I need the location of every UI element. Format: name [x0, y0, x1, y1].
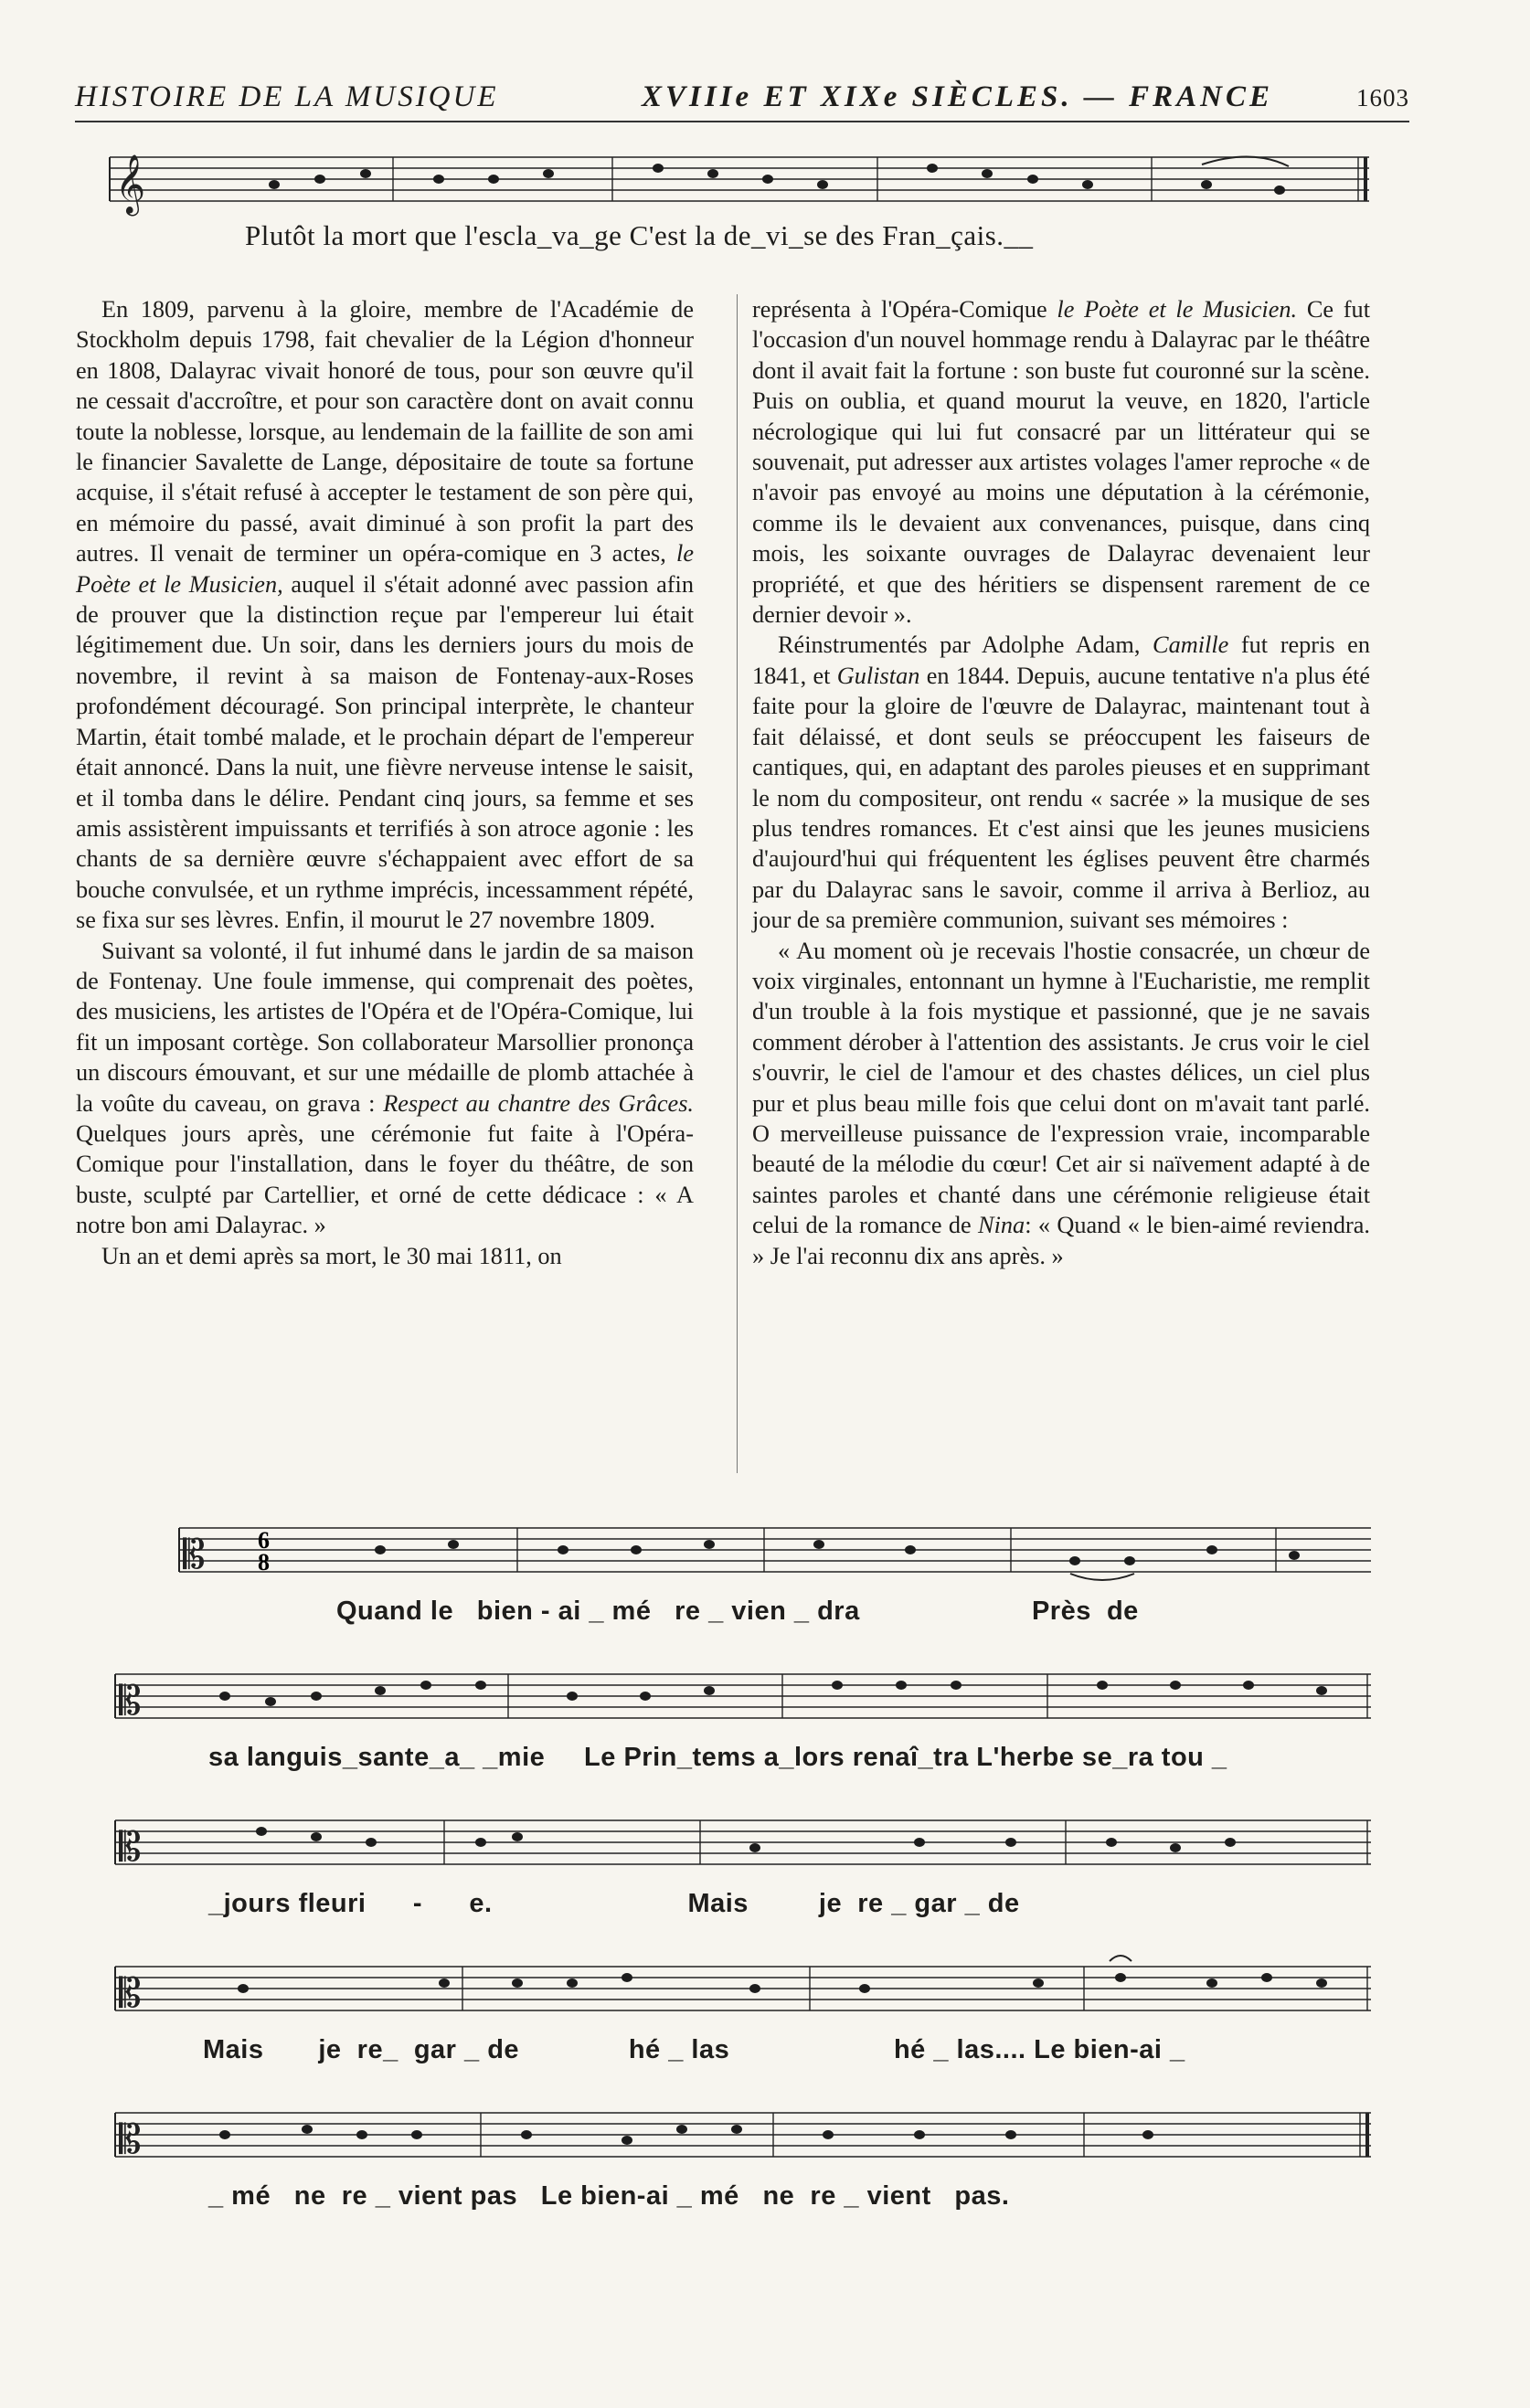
left-column — [76, 294, 694, 1271]
time-sig-bottom: 8 — [258, 1549, 270, 1575]
header-title: HISTOIRE DE LA MUSIQUE — [75, 80, 499, 113]
bottom-staff-2 — [115, 1663, 1373, 1736]
left-paragraph-3: Un an et demi après sa mort, le 30 mai 1811, on — [101, 1242, 562, 1269]
right-paragraph-3: « Au moment où je recevais l'hostie consacrée, un chœur de voix virginales, entonnant un hymne à l'Eucharistie, me remplit d'un trouble à la fois mystique et passionné, que je ne savais comment dérober à l'attention des assistants. Je crus voir le ciel s'ouvrir, le ciel de l'amour et des chastes délices, un ciel plus pur et plus beau mille fois que celui dont on m'avait tant parlé. O merveilleuse puissance de l'expression vraie, incomparable beauté de la mélodie du cœur! Cet air si naïvement adapté à de saintes paroles et chanté dans une cérémonie religieuse était celui de la romance de Nina: « Quand « le bien-aimé reviendra. » Je l'ai reconnu dix ans après. » — [752, 937, 1370, 1269]
right-paragraph-2: Réinstrumentés par Adolphe Adam, Camille fut repris en 1841, et Gulistan en 1844. Depuis, aucune tentative n'a plus été faite pour la gloire de l'œuvre de Dalayrac, maintenant tout à fait délaissé, et dont seuls se préoccupent les faiseurs de cantiques, qui, en adaptant des paroles pieuses et en supprimant le nom du compositeur, ont rendu « sacrée » la musique de ses plus tendres romances. Et c'est ainsi que les jeunes musiciens d'aujourd'hui qui fréquentent les églises peuvent être charmés par du Dalayrac sans le savoir, comme il arriva à Berlioz, au jour de sa première communion, suivant ses mémoires : — [752, 631, 1370, 934]
top-score-lyrics: Plutôt la mort que l'escla_va_ge C'est la de_vi_se des Fran_çais.__ — [245, 219, 1034, 251]
svg-text:𝄡: 𝄡 — [183, 1532, 206, 1578]
bottom-lyrics-3: _jours fleuri - e. Mais je re _ gar _ de — [208, 1889, 1020, 1918]
svg-text:𝄡: 𝄡 — [119, 1824, 142, 1871]
bottom-staff-4 — [115, 1956, 1373, 2029]
header-rule — [75, 121, 1409, 122]
bottom-lyrics-1: Quand le bien - ai _ mé re _ vien _ dra Près de — [336, 1596, 1139, 1626]
top-music-staff — [110, 146, 1371, 219]
bottom-staff-5 — [115, 2102, 1373, 2175]
header-section: XVIIIe ET XIXe SIÈCLES. — FRANCE — [642, 80, 1273, 113]
page-number: 1603 — [1356, 84, 1409, 111]
bottom-staff-1 — [179, 1517, 1373, 1590]
left-paragraph-1: En 1809, parvenu à la gloire, membre de l'Académie de Stockholm depuis 1798, fait chevalier de la Légion d'honneur en 1808, Dalayrac vivait honoré de tous, pour son œuvre qu'il ne cessait d'accroître, et pour son caractère dont on avait connu toute la noblesse, lorsque, au lendemain de la faillite de son ami le financier Savalette de Lange, dépositaire de toute sa fortune acquise, il s'était refusé à accepter le testament de son père qui, en mémoire du passé, avait diminué à son profit la part des autres. Il venait de terminer un opéra-comique en 3 actes, le Poète et le Musicien, auquel il s'était adonné avec passion afin de prouver que la distinction reçue par l'empereur lui était légitimement due. Un soir, dans les derniers jours du mois de novembre, il revint à sa maison de Fontenay-aux-Roses profondément découragé. Son principal interprète, le chanteur Martin, était tombé malade, et le prochain départ de l'empereur était annoncé. Dans la nuit, une fièvre nerveuse intense le saisit, et il tomba dans le délire. Pendant cinq jours, sa femme et ses amis assistèrent impuissants et terrifiés à son atroce agonie : les chants de sa dernière œuvre s'échappaient avec effort de sa bouche convulsée, et un rythme imprécis, incessamment répété, se fixa sur ses lèvres. Enfin, il mourut le 27 novembre 1809. — [76, 296, 694, 934]
svg-text:𝄡: 𝄡 — [119, 1970, 142, 2017]
right-column — [752, 294, 1370, 1271]
bottom-lyrics-4: Mais je re_ gar _ de hé _ las hé _ las.... Le bien-ai _ — [203, 2035, 1185, 2064]
svg-text:𝄞: 𝄞 — [115, 154, 146, 214]
bottom-lyrics-5: _ mé ne re _ vient pas Le bien-ai _ mé ne re _ vient pas. — [208, 2181, 1010, 2211]
bottom-staff-3 — [115, 1809, 1373, 1883]
svg-text:𝄡: 𝄡 — [119, 2116, 142, 2163]
column-divider — [737, 294, 738, 1473]
right-paragraph-1: représenta à l'Opéra-Comique le Poète et le Musicien. Ce fut l'occasion d'un nouvel hommage rendu à Dalayrac par le théâtre dont il avait fait la fortune : son buste fut couronné sur la scène. Puis on oublia, et quand mourut la veuve, en 1820, l'article nécrologique qui lui fut consacré par un littérateur qui se souvenait, put adresser aux artistes volages l'amer reproche « de n'avoir pas envoyé au moins une députation à la cérémonie, comme ils le devaient aux convenances, puisque, dans cinq mois, les soixante ouvrages de Dalayrac devenaient leur propriété, et que des héritiers se dispensent rarement de ce dernier devoir ». — [752, 296, 1371, 629]
svg-text:𝄡: 𝄡 — [119, 1678, 142, 1724]
time-sig-top: 6 — [258, 1527, 270, 1554]
bottom-lyrics-2: sa languis_sante_a_ _mie Le Prin_tems a_lors renaî_tra L'herbe se_ra tou _ — [208, 1743, 1227, 1772]
running-header — [75, 80, 1409, 117]
left-paragraph-2: Suivant sa volonté, il fut inhumé dans le jardin de sa maison de Fontenay. Une foule immense, qui comprenait des poètes, des musiciens, les artistes de l'Opéra et de l'Opéra-Comique, lui fit un imposant cortège. Son collaborateur Marsollier prononça un discours émouvant, et sur une médaille de plomb attachée à la voûte du caveau, on grava : Respect au chantre des Grâces. Quelques jours après, une cérémonie fut faite à l'Opéra-Comique pour l'installation, dans le foyer du théâtre, de son buste, sculpté par Cartellier, et orné de cette dédicace : « A notre bon ami Dalayrac. » — [76, 937, 694, 1239]
